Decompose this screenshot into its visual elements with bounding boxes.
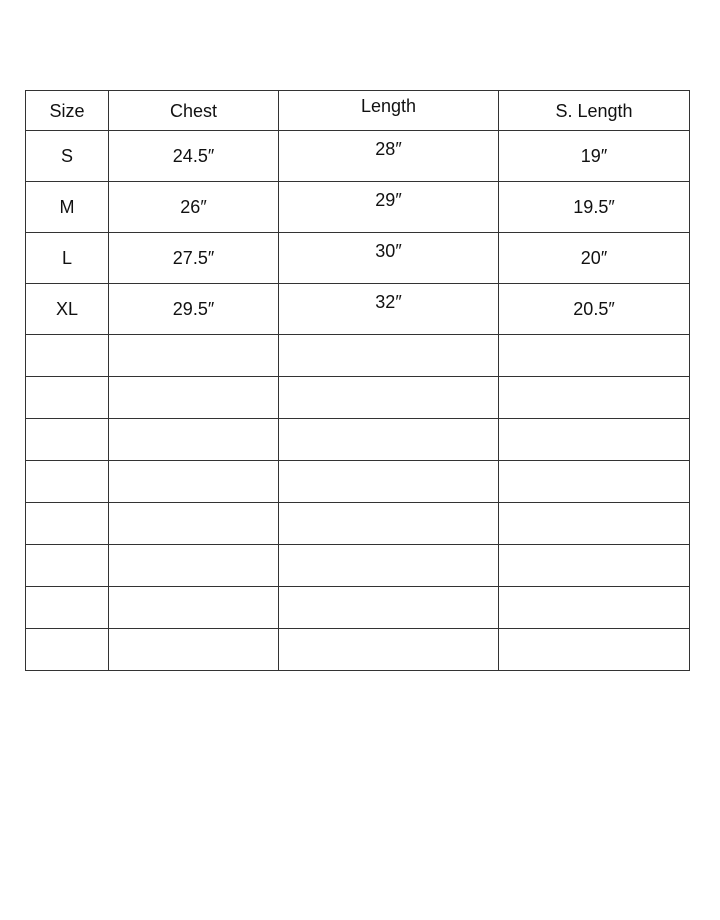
empty-cell bbox=[109, 545, 279, 587]
table-row bbox=[26, 233, 690, 284]
empty-cell bbox=[26, 335, 109, 377]
length-cell: 29″ bbox=[279, 182, 499, 233]
s-length-cell: 19.5″ bbox=[499, 182, 690, 233]
length-cell: 28″ bbox=[279, 131, 499, 182]
empty-cell bbox=[499, 545, 690, 587]
size-cell: XL bbox=[26, 284, 109, 335]
empty-table-row bbox=[26, 545, 690, 587]
empty-cell bbox=[499, 629, 690, 671]
empty-cell bbox=[279, 377, 499, 419]
size-cell: L bbox=[26, 233, 109, 284]
empty-cell bbox=[109, 461, 279, 503]
empty-cell bbox=[109, 377, 279, 419]
header-size: Size bbox=[26, 91, 109, 131]
empty-table-row bbox=[26, 629, 690, 671]
empty-table-row bbox=[26, 335, 690, 377]
empty-table-row bbox=[26, 419, 690, 461]
chest-cell: 27.5″ bbox=[109, 233, 279, 284]
empty-table-row bbox=[26, 377, 690, 419]
s-length-cell: 20.5″ bbox=[499, 284, 690, 335]
empty-cell bbox=[279, 461, 499, 503]
empty-cell bbox=[279, 335, 499, 377]
empty-cell bbox=[279, 587, 499, 629]
table-row bbox=[26, 284, 690, 335]
empty-table-row bbox=[26, 503, 690, 545]
empty-cell bbox=[109, 335, 279, 377]
empty-cell bbox=[499, 377, 690, 419]
header-s-length: S. Length bbox=[499, 91, 690, 131]
empty-cell bbox=[26, 377, 109, 419]
empty-cell bbox=[109, 629, 279, 671]
empty-cell bbox=[279, 629, 499, 671]
empty-cell bbox=[499, 461, 690, 503]
length-cell: 32″ bbox=[279, 284, 499, 335]
empty-cell bbox=[26, 587, 109, 629]
empty-cell bbox=[26, 503, 109, 545]
empty-cell bbox=[279, 503, 499, 545]
empty-cell bbox=[109, 587, 279, 629]
empty-cell bbox=[26, 419, 109, 461]
empty-cell bbox=[499, 503, 690, 545]
size-chart-table bbox=[25, 90, 690, 671]
empty-cell bbox=[26, 461, 109, 503]
empty-cell bbox=[499, 335, 690, 377]
chest-cell: 24.5″ bbox=[109, 131, 279, 182]
empty-cell bbox=[499, 419, 690, 461]
size-cell: M bbox=[26, 182, 109, 233]
table-row bbox=[26, 182, 690, 233]
empty-cell bbox=[26, 545, 109, 587]
chest-cell: 29.5″ bbox=[109, 284, 279, 335]
empty-cell bbox=[279, 419, 499, 461]
empty-cell bbox=[109, 503, 279, 545]
empty-cell bbox=[279, 545, 499, 587]
empty-cell bbox=[109, 419, 279, 461]
length-cell: 30″ bbox=[279, 233, 499, 284]
size-cell: S bbox=[26, 131, 109, 182]
empty-table-row bbox=[26, 587, 690, 629]
header-chest: Chest bbox=[109, 91, 279, 131]
chest-cell: 26″ bbox=[109, 182, 279, 233]
s-length-cell: 20″ bbox=[499, 233, 690, 284]
empty-cell bbox=[26, 629, 109, 671]
s-length-cell: 19″ bbox=[499, 131, 690, 182]
table-header-row bbox=[26, 91, 690, 131]
table-row bbox=[26, 131, 690, 182]
empty-table-row bbox=[26, 461, 690, 503]
empty-cell bbox=[499, 587, 690, 629]
header-length: Length bbox=[279, 91, 499, 131]
